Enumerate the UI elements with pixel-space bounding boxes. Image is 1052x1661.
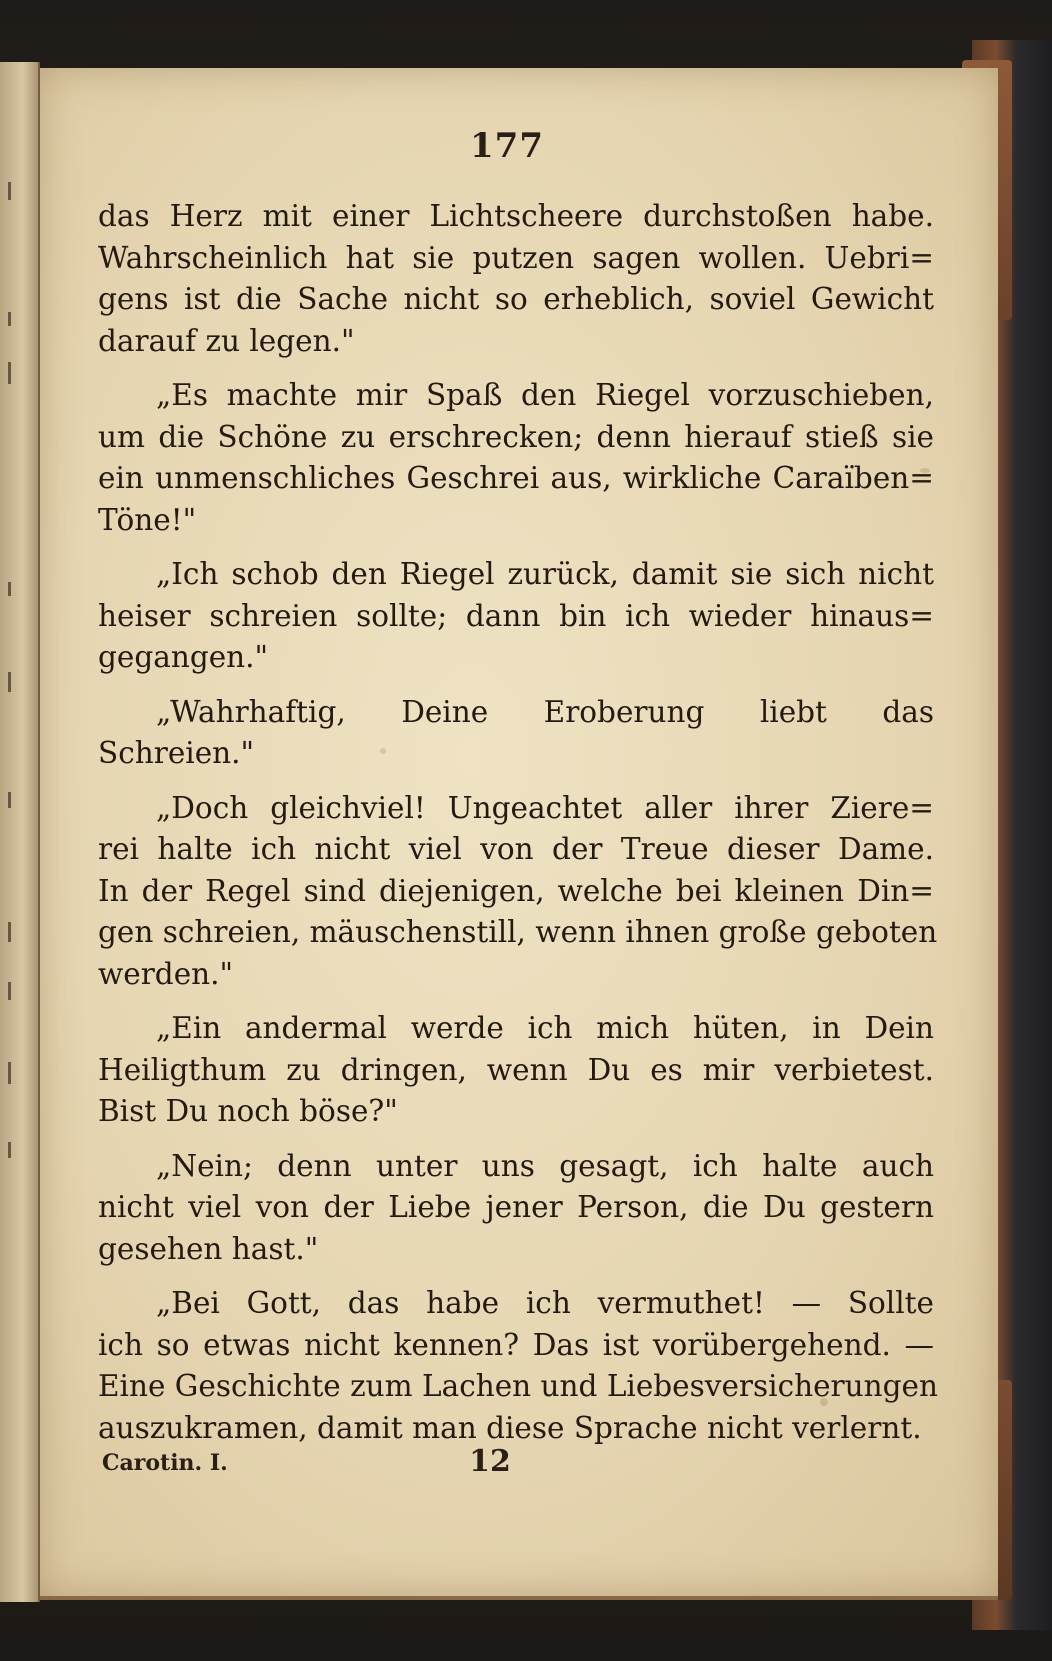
text-line: nicht viel von der Liebe jener Person, die Du gestern — [98, 1190, 934, 1224]
text-line: ein unmenschliches Geschrei aus, wirkliche Caraïben= — [98, 461, 934, 495]
text-line: „Wahrhaftig, Deine Eroberung liebt das — [156, 694, 934, 729]
text-line: Wahrscheinlich hat sie putzen sagen wollen. Uebri= — [98, 240, 934, 275]
text-line: werden." — [98, 956, 234, 991]
text-line: gens ist die Sache nicht so erheblich, soviel Gewicht — [98, 282, 934, 316]
text-line: auszukramen, damit man diese Sprache nicht verlernt. — [98, 1410, 922, 1445]
text-line: Eine Geschichte zum Lachen und Liebesversicherungen — [98, 1369, 939, 1403]
paragraph — [98, 692, 934, 775]
text-line: Töne!" — [98, 502, 197, 537]
paragraph — [98, 1008, 934, 1133]
text-line: „Bei Gott, das habe ich vermuthet! — Sollte — [156, 1286, 934, 1320]
text-line: das Herz mit einer Lichtscheere durchstoßen habe. — [98, 199, 934, 233]
text-line: Bist Du noch böse?" — [98, 1094, 398, 1128]
text-line: „Nein; denn unter uns gesagt, ich halte auch — [156, 1148, 934, 1183]
text-line: rei halte ich nicht viel von der Treue dieser Dame. — [98, 832, 934, 866]
text-line: „Es machte mir Spaß den Riegel vorzuschieben, — [156, 378, 934, 412]
signature-mark-title: Carotin. I. — [102, 1450, 228, 1476]
text-line: darauf zu legen." — [98, 323, 355, 358]
text-line: gesehen hast." — [98, 1231, 319, 1266]
paragraph — [98, 1146, 934, 1271]
paragraph — [98, 788, 938, 996]
paragraph — [98, 1283, 939, 1449]
page-number: 177 — [470, 126, 544, 166]
text-line: Heiligthum zu dringen, wenn Du es mir verbietest. — [98, 1052, 934, 1087]
paragraph — [98, 375, 934, 541]
text-line: „Doch gleichviel! Ungeachtet aller ihrer Ziere= — [156, 790, 934, 825]
book-page — [40, 68, 998, 1600]
text-line: um die Schöne zu erschrecken; denn hierauf stieß sie — [98, 419, 934, 454]
text-line: In der Regel sind diejenigen, welche bei kleinen Din= — [98, 873, 934, 908]
text-line: ich so etwas nicht kennen? Das ist vorübergehend. — — [98, 1327, 934, 1362]
paragraph — [98, 554, 934, 679]
facing-page-edge — [0, 62, 40, 1602]
text-line: heiser schreien sollte; dann bin ich wieder hinaus= — [98, 598, 934, 633]
text-line: „Ich schob den Riegel zurück, damit sie sich nicht — [156, 557, 934, 591]
text-line: „Ein andermal werde ich mich hüten, in Dein — [156, 1011, 934, 1045]
body-text — [98, 196, 939, 1462]
paragraph — [98, 196, 934, 362]
signature-mark-number: 12 — [469, 1444, 511, 1479]
text-line: Schreien." — [98, 736, 255, 770]
text-line: gen schreien, mäuschenstill, wenn ihnen große geboten — [98, 915, 938, 949]
text-line: gegangen." — [98, 640, 269, 674]
